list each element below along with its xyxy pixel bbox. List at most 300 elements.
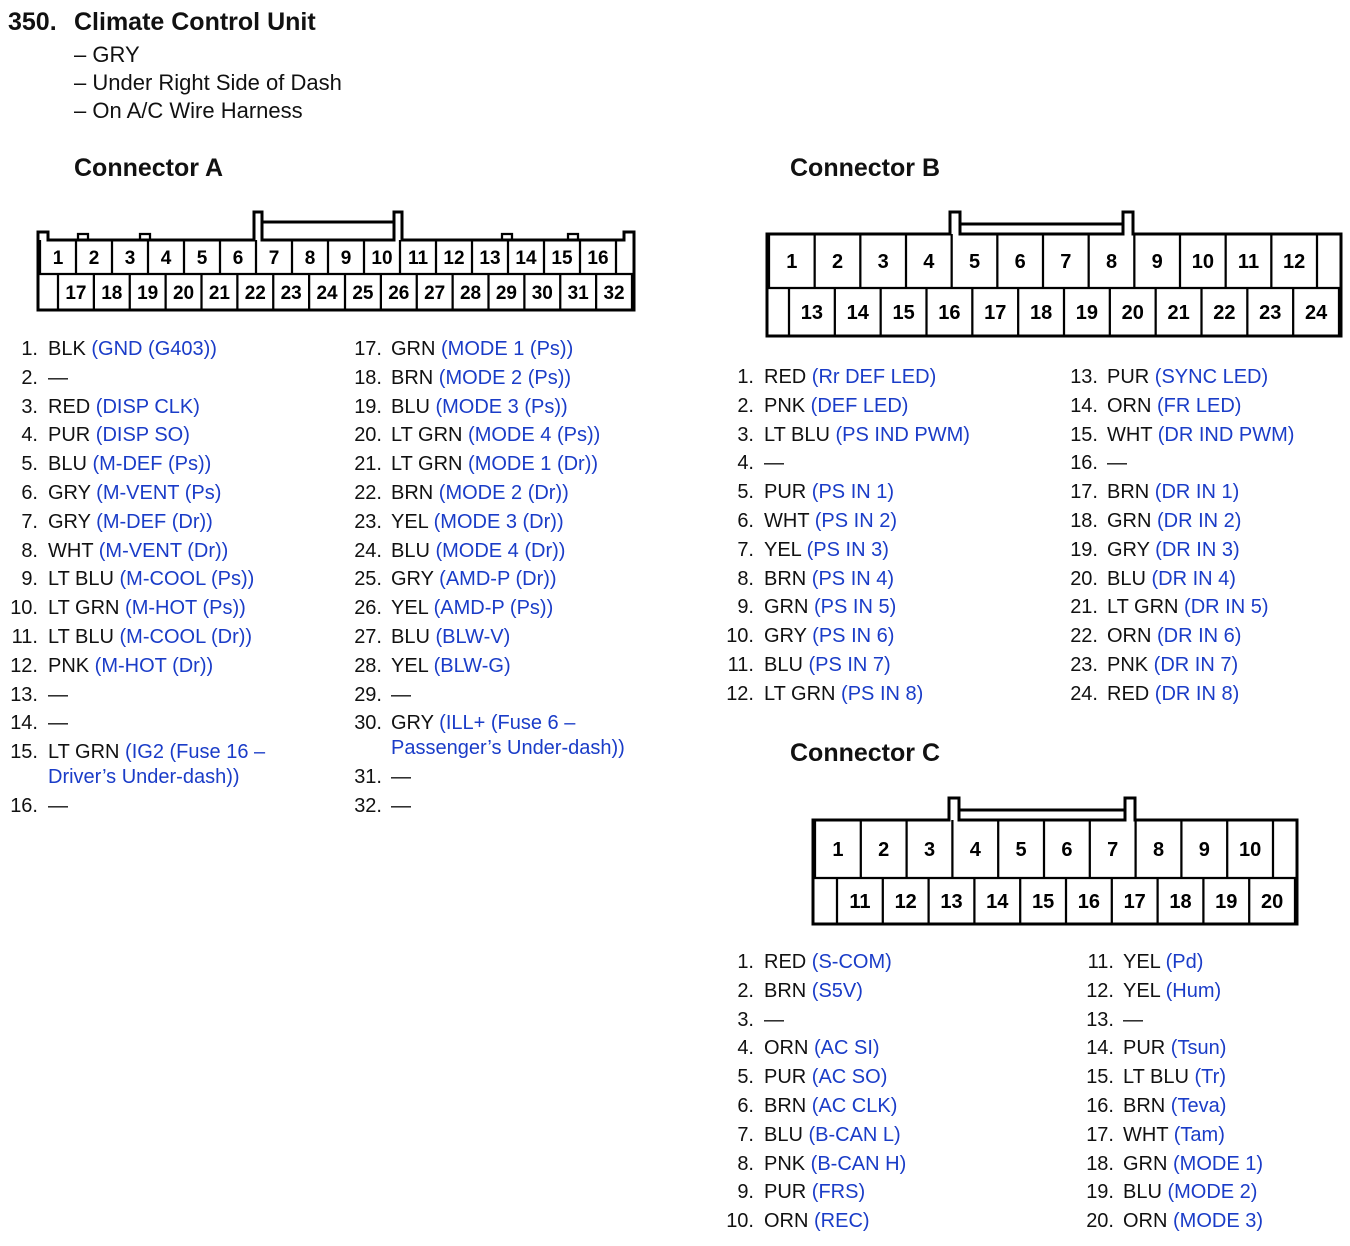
- wire-color: —: [391, 795, 411, 817]
- wire-color: PUR: [764, 1181, 807, 1204]
- pin-entry: [1066, 451, 1127, 476]
- pin-entry: [350, 510, 564, 535]
- signal-name: (PS IN 2): [809, 510, 897, 532]
- signal-name: (AC SI): [808, 1037, 880, 1060]
- pin-number-30: 30: [531, 282, 553, 304]
- signal-name: (SYNC LED): [1149, 366, 1269, 388]
- signal-name: (AC SO): [806, 1066, 888, 1089]
- wire-color: —: [48, 366, 68, 389]
- pin-index: 3.: [737, 423, 754, 446]
- pin-index: 8.: [737, 1152, 754, 1175]
- pin-entry: [1082, 1008, 1143, 1033]
- wire-color: LT BLU: [48, 626, 114, 648]
- pin-index: 12.: [726, 682, 754, 705]
- signal-name: (Tam): [1168, 1123, 1225, 1146]
- wire-color: BRN: [391, 482, 434, 504]
- pin-number-9: 9: [1198, 839, 1210, 862]
- wire-color: YEL: [1123, 979, 1161, 1002]
- wire-color: —: [48, 683, 68, 706]
- signal-name: (MODE 1): [1167, 1152, 1264, 1175]
- pin-number-1: 1: [832, 839, 844, 862]
- pin-index: 6.: [737, 510, 754, 532]
- pin-entry: [724, 365, 936, 390]
- pin-number-11: 11: [849, 891, 871, 914]
- detail-harness: – On A/C Wire Harness: [74, 98, 303, 123]
- pin-index: 21.: [354, 453, 382, 476]
- signal-name: (FRS): [806, 1181, 866, 1204]
- pin-entry: [1066, 567, 1236, 592]
- pin-index: 23.: [354, 510, 382, 533]
- signal-name: (DR IN 1): [1149, 481, 1240, 504]
- pin-entry: [350, 337, 573, 362]
- pin-number-16: 16: [587, 247, 609, 269]
- pin-number-13: 13: [479, 247, 501, 269]
- wire-color: GRY: [391, 712, 434, 735]
- pin-number-31: 31: [567, 282, 589, 304]
- pin-entry: [724, 1123, 901, 1148]
- signal-name: (Tsun): [1165, 1037, 1227, 1060]
- signal-name: (Pd): [1160, 951, 1204, 973]
- pin-entry: [8, 683, 68, 708]
- pin-entry: [8, 395, 200, 420]
- pin-number-6: 6: [1014, 251, 1026, 274]
- signal-name: (Tr): [1188, 1066, 1226, 1089]
- item-number: 350.: [8, 8, 57, 36]
- signal-name: (MODE 4 (Dr)): [429, 539, 566, 562]
- pin-index: 6.: [21, 482, 38, 504]
- wire-color: LT GRN: [391, 453, 463, 476]
- pin-number-5: 5: [1015, 839, 1027, 862]
- pin-index: 20.: [1070, 567, 1098, 590]
- signal-name: (BLW-G): [428, 654, 511, 677]
- connector-a-heading: Connector A: [74, 154, 224, 182]
- pin-number-13: 13: [800, 302, 824, 325]
- pin-entry: [724, 480, 894, 505]
- wire-color: GRY: [1107, 538, 1150, 561]
- pin-index: 22.: [1070, 625, 1098, 648]
- pin-index: 8.: [737, 567, 754, 590]
- pin-entry: [724, 624, 894, 649]
- connector-b-diagram: [765, 210, 1343, 342]
- pin-number-27: 27: [424, 282, 446, 304]
- pin-number-24: 24: [1304, 302, 1328, 325]
- pin-number-20: 20: [172, 282, 195, 304]
- pin-number-6: 6: [232, 247, 244, 269]
- pin-index: 28.: [354, 654, 382, 677]
- pin-number-10: 10: [371, 247, 393, 269]
- pin-index: 3.: [21, 395, 38, 418]
- pin-number-12: 12: [443, 247, 465, 269]
- signal-name: (PS IND PWM): [829, 423, 970, 446]
- pin-number-8: 8: [1105, 251, 1118, 274]
- pin-number-18: 18: [1169, 891, 1192, 914]
- wire-color: LT BLU: [48, 568, 114, 591]
- pin-index: 16.: [10, 795, 38, 817]
- signal-name: (S-COM): [806, 951, 892, 973]
- pin-entry: [724, 595, 896, 620]
- pin-index: 8.: [21, 539, 38, 562]
- pin-index: 18.: [354, 366, 382, 389]
- pin-number-8: 8: [304, 247, 316, 269]
- pin-number-20: 20: [1121, 302, 1144, 325]
- pin-index: 11.: [1087, 951, 1114, 973]
- wire-color: BRN: [1107, 481, 1150, 504]
- pin-entry: [724, 1209, 870, 1234]
- pin-number-21: 21: [208, 282, 231, 304]
- wire-color: PNK: [764, 394, 806, 417]
- pin-entry: [350, 794, 411, 819]
- pin-index: 15.: [1070, 423, 1098, 446]
- pin-index: 10.: [726, 1210, 754, 1233]
- pin-number-23: 23: [280, 282, 302, 304]
- pin-index: 18.: [1086, 1152, 1114, 1175]
- pin-number-14: 14: [846, 302, 869, 325]
- wire-color: YEL: [391, 654, 429, 677]
- signal-name: (DR IN 3): [1149, 538, 1240, 561]
- pin-number-17: 17: [984, 302, 1007, 325]
- signal-name: (MODE 3 (Dr)): [428, 510, 564, 533]
- wire-color: LT BLU: [764, 423, 830, 446]
- wire-color: GRN: [764, 596, 809, 619]
- pin-entry: [1082, 1094, 1226, 1119]
- page-title: [8, 8, 316, 37]
- pin-number-5: 5: [196, 247, 208, 269]
- pin-number-19: 19: [1075, 302, 1099, 325]
- pin-index: 27.: [354, 626, 382, 648]
- pin-index: 7.: [737, 1123, 754, 1146]
- pin-index: 16.: [1070, 452, 1098, 475]
- pin-number-7: 7: [268, 247, 280, 269]
- wire-color: —: [391, 683, 411, 706]
- pin-entry: [350, 395, 568, 420]
- pin-entry: [1066, 365, 1268, 390]
- signal-name: (M-VENT (Ps): [90, 482, 222, 504]
- wire-color: BLU: [1123, 1181, 1162, 1204]
- wire-color: PNK: [764, 1152, 806, 1175]
- wire-color: WHT: [1107, 423, 1153, 446]
- pin-index: 9.: [21, 568, 38, 591]
- signal-name: (DR IN 6): [1151, 625, 1242, 648]
- pin-number-17: 17: [65, 282, 87, 304]
- pin-entry: [1066, 480, 1239, 505]
- pin-number-18: 18: [101, 282, 123, 304]
- pin-entry: [8, 596, 246, 621]
- pin-index: 4.: [21, 424, 38, 447]
- signal-name: (DR IND PWM): [1152, 423, 1295, 446]
- wire-color: BLU: [391, 626, 430, 648]
- pin-number-22: 22: [244, 282, 266, 304]
- pin-index: 11.: [11, 626, 38, 648]
- wire-color: ORN: [1107, 394, 1152, 417]
- wire-color: GRN: [1123, 1152, 1168, 1175]
- pin-number-3: 3: [124, 247, 136, 269]
- wire-color: RED: [1107, 682, 1150, 705]
- pin-number-4: 4: [923, 251, 935, 274]
- signal-name: (Teva): [1165, 1095, 1227, 1117]
- pin-number-28: 28: [459, 282, 482, 304]
- signal-name: (DISP CLK): [90, 395, 200, 418]
- pin-entry: [350, 765, 411, 790]
- wire-color: WHT: [48, 539, 94, 562]
- pin-number-9: 9: [340, 247, 352, 269]
- pin-entry: [350, 596, 553, 621]
- pin-index: 12.: [1086, 979, 1114, 1002]
- pin-entry: [1066, 394, 1241, 419]
- pin-index: 26.: [354, 597, 382, 620]
- wire-color: RED: [764, 951, 807, 973]
- pin-number-1: 1: [52, 247, 64, 269]
- signal-name: (DR IN 5): [1178, 596, 1269, 619]
- wire-color: WHT: [764, 510, 810, 532]
- pin-entry: [1082, 1065, 1226, 1090]
- pin-entry: [724, 682, 923, 707]
- wire-color: —: [48, 712, 68, 735]
- signal-name: (BLW-V): [429, 626, 511, 648]
- signal-name: (PS IN 3): [801, 538, 889, 561]
- wire-color: WHT: [1123, 1123, 1169, 1146]
- pin-index: 13.: [1070, 366, 1098, 388]
- wire-color: BLU: [48, 453, 87, 476]
- wire-color: PNK: [48, 654, 90, 677]
- signal-name: (S5V): [806, 979, 863, 1002]
- pin-index: 9.: [737, 1181, 754, 1204]
- pin-entry: [350, 366, 571, 391]
- pin-number-8: 8: [1152, 839, 1165, 862]
- wire-color: BLU: [391, 395, 430, 418]
- wire-color: ORN: [764, 1210, 809, 1233]
- signal-name: (M-COOL (Ps)): [113, 568, 255, 591]
- pin-number-15: 15: [551, 247, 573, 269]
- pin-entry: [1082, 979, 1221, 1004]
- pin-index: 19.: [354, 395, 382, 418]
- signal-name: (PS IN 8): [835, 682, 924, 705]
- pin-index: 14.: [10, 712, 38, 735]
- signal-name: (DR IN 2): [1151, 510, 1242, 532]
- pin-index: 30.: [354, 712, 382, 735]
- pin-entry: [350, 567, 557, 592]
- pin-entry: [724, 1094, 897, 1119]
- pin-entry: [8, 794, 68, 819]
- pin-index: 20.: [354, 424, 382, 447]
- pin-index: 11.: [727, 654, 754, 676]
- signal-name: (DISP SO): [90, 424, 190, 447]
- pin-entry: [724, 1065, 887, 1090]
- wire-color: GRY: [48, 510, 91, 533]
- signal-name: (MODE 1 (Ps)): [435, 338, 574, 360]
- pin-entry: [350, 654, 511, 679]
- pin-index: 1.: [737, 951, 754, 973]
- pin-number-10: 10: [1238, 839, 1262, 862]
- pin-number-2: 2: [88, 247, 100, 269]
- pin-index: 4.: [737, 452, 754, 475]
- pin-index: 7.: [737, 538, 754, 561]
- wire-color: BRN: [764, 1095, 807, 1117]
- pin-entry: [350, 625, 510, 650]
- pin-entry: [1066, 595, 1269, 620]
- pin-number-15: 15: [892, 302, 915, 325]
- signal-name: (B-CAN L): [802, 1123, 901, 1146]
- wire-color: YEL: [1123, 951, 1161, 973]
- pin-number-11: 11: [407, 247, 429, 269]
- pin-number-32: 32: [603, 282, 625, 304]
- pin-index: 2.: [737, 979, 754, 1002]
- wire-color: LT GRN: [1107, 596, 1179, 619]
- pin-number-9: 9: [1151, 251, 1163, 274]
- wire-color: PUR: [1123, 1037, 1166, 1060]
- pin-entry: [350, 481, 569, 506]
- pin-index: 22.: [354, 482, 382, 504]
- connector-c-heading: Connector C: [790, 739, 940, 767]
- wire-color: RED: [48, 395, 91, 418]
- pin-entry: [1066, 653, 1238, 678]
- pin-index: 7.: [21, 510, 38, 533]
- wire-color: —: [764, 452, 784, 475]
- pin-entry: [8, 337, 217, 362]
- pin-number-4: 4: [969, 839, 981, 862]
- signal-name: (MODE 4 (Ps)): [462, 424, 601, 447]
- pin-entry: [724, 979, 863, 1004]
- wire-color: —: [1123, 1008, 1143, 1031]
- pin-index: 5.: [737, 1066, 754, 1089]
- wire-color: GRN: [1107, 510, 1152, 532]
- wire-color: GRY: [764, 625, 807, 648]
- pin-entry: [724, 538, 889, 563]
- wire-color: LT GRN: [391, 424, 463, 447]
- pin-entry: [8, 740, 265, 790]
- pin-entry: [8, 625, 252, 650]
- wire-color: BRN: [764, 567, 807, 590]
- pin-index: 13.: [10, 683, 38, 706]
- wire-color: PUR: [764, 481, 807, 504]
- pin-index: 19.: [1070, 538, 1098, 561]
- pin-entry: [8, 567, 254, 592]
- signal-name: (PS IN 5): [808, 596, 897, 619]
- connector-c-diagram: [811, 796, 1299, 928]
- pin-entry: [1066, 423, 1294, 448]
- pin-index: 24.: [1070, 682, 1098, 705]
- signal-name: (REC): [808, 1210, 870, 1233]
- signal-name-continued: Passenger’s Under-dash)): [391, 737, 625, 760]
- signal-name: (M-HOT (Ps)): [119, 597, 246, 620]
- signal-name: (PS IN 6): [806, 625, 895, 648]
- signal-name: (PS IN 4): [806, 567, 895, 590]
- signal-name: (MODE 2): [1161, 1181, 1258, 1204]
- signal-name: (MODE 3 (Ps)): [429, 395, 568, 418]
- wire-color: PNK: [1107, 654, 1149, 676]
- wire-color: PUR: [1107, 366, 1150, 388]
- signal-name: (DR IN 7): [1148, 654, 1239, 676]
- pin-index: 3.: [737, 1008, 754, 1031]
- pin-index: 14.: [1086, 1037, 1114, 1060]
- pin-index: 24.: [354, 539, 382, 562]
- pin-entry: [8, 510, 213, 535]
- signal-name: (M-COOL (Dr)): [113, 626, 253, 648]
- pin-entry: [8, 452, 211, 477]
- pin-entry: [8, 366, 68, 391]
- pin-index: 29.: [354, 683, 382, 706]
- pin-index: 19.: [1086, 1181, 1114, 1204]
- signal-name: (Rr DEF LED): [806, 366, 937, 388]
- pin-index: 17.: [1070, 481, 1098, 504]
- signal-name: (MODE 3): [1167, 1210, 1264, 1233]
- pin-number-3: 3: [877, 251, 889, 274]
- pin-entry: [8, 481, 221, 506]
- signal-name: (GND (G403)): [85, 338, 217, 360]
- wire-color: PUR: [48, 424, 91, 447]
- pin-number-5: 5: [968, 251, 981, 274]
- pin-index: 16.: [1086, 1095, 1114, 1117]
- wire-color: BLU: [764, 1123, 803, 1146]
- wire-color: —: [764, 1008, 784, 1031]
- pin-index: 23.: [1070, 654, 1098, 676]
- pin-number-19: 19: [137, 282, 159, 304]
- pin-index: 12.: [10, 654, 38, 677]
- signal-name: (Hum): [1160, 979, 1222, 1002]
- wire-color: LT GRN: [48, 597, 120, 620]
- pin-entry: [1066, 509, 1241, 534]
- pin-number-29: 29: [495, 282, 518, 304]
- wire-color: YEL: [391, 510, 429, 533]
- component-title: Climate Control Unit: [74, 8, 316, 36]
- pin-number-21: 21: [1167, 302, 1190, 325]
- pin-number-15: 15: [1031, 891, 1055, 914]
- signal-name: (AMD-P (Dr)): [433, 568, 557, 591]
- wire-color: BLU: [1107, 567, 1146, 590]
- wire-color: GRY: [48, 482, 91, 504]
- signal-name: (PS IN 1): [806, 481, 895, 504]
- signal-name-continued: Driver’s Under-dash)): [48, 766, 240, 789]
- pin-number-14: 14: [515, 247, 537, 269]
- wire-color: GRN: [391, 338, 436, 360]
- detail-color: – GRY: [74, 42, 140, 67]
- pin-entry: [1066, 538, 1240, 563]
- pin-number-26: 26: [388, 282, 410, 304]
- pin-entry: [350, 711, 625, 761]
- pin-entry: [724, 394, 908, 419]
- wire-color: LT GRN: [764, 682, 836, 705]
- signal-name: (FR LED): [1151, 394, 1242, 417]
- pin-index: 4.: [737, 1037, 754, 1060]
- pin-number-24: 24: [316, 282, 338, 304]
- pin-entry: [350, 539, 565, 564]
- pin-index: 2.: [737, 394, 754, 417]
- pin-number-16: 16: [938, 302, 961, 325]
- pin-index: 20.: [1086, 1210, 1114, 1233]
- pin-entry: [350, 683, 411, 708]
- wire-color: BRN: [391, 366, 434, 389]
- wire-color: —: [391, 766, 411, 789]
- pin-number-25: 25: [352, 282, 374, 304]
- signal-name: (B-CAN H): [805, 1152, 907, 1175]
- pin-number-18: 18: [1029, 302, 1053, 325]
- pin-entry: [724, 567, 894, 592]
- wire-color: YEL: [764, 538, 802, 561]
- pin-entry: [1082, 950, 1203, 975]
- pin-index: 25.: [354, 568, 382, 591]
- pin-number-4: 4: [160, 247, 172, 269]
- pin-number-12: 12: [1283, 251, 1306, 274]
- wire-color: ORN: [764, 1037, 809, 1060]
- pin-number-12: 12: [894, 891, 917, 914]
- pin-index: 1.: [737, 366, 754, 388]
- pin-number-17: 17: [1123, 891, 1146, 914]
- pin-index: 13.: [1086, 1008, 1114, 1031]
- pin-entry: [8, 423, 190, 448]
- pin-entry: [724, 423, 970, 448]
- pin-index: 17.: [354, 338, 382, 360]
- pin-index: 5.: [737, 481, 754, 504]
- pin-entry: [350, 423, 600, 448]
